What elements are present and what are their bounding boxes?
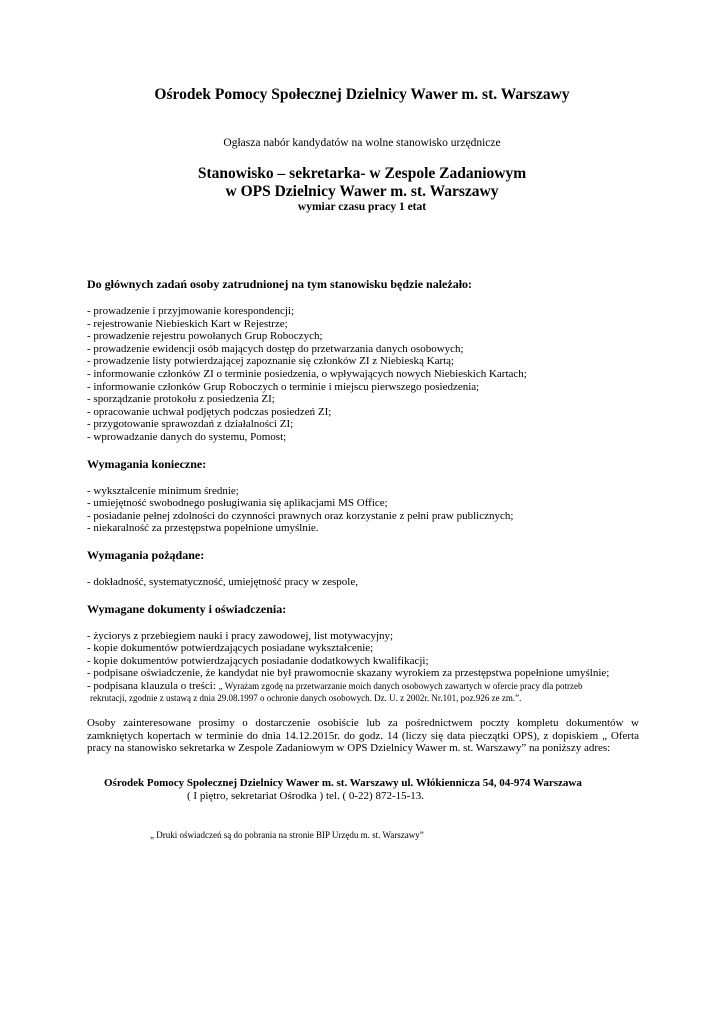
list-item: - prowadzenie ewidencji osób mających dostęp do przetwarzania danych osobowych; bbox=[87, 342, 464, 355]
list-item: - opracowanie uchwał podjętych podczas posiedzeń ZI; bbox=[87, 405, 332, 418]
list-item: - umiejętność swobodnego posługiwania się aplikacjami MS Office; bbox=[87, 497, 388, 510]
list-item: - prowadzenie listy potwierdzającej zapoznanie się członków ZI z Niebieską Kartą; bbox=[87, 355, 455, 368]
list-item: - podpisane oświadczenie, że kandydat nie był prawomocnie skazany wyrokiem za przestępstwa popełnione umyślnie; bbox=[87, 667, 610, 680]
list-item: - wprowadzanie danych do systemu, Pomost; bbox=[87, 430, 287, 443]
required-heading: Wymagania konieczne: bbox=[87, 456, 207, 471]
consent-prefix: - podpisana klauzula o treści: bbox=[87, 679, 219, 692]
consent-text-line1: „ Wyrażam zgodę na przetwarzanie moich danych osobowych zawartych w ofercie pracy dla potrzeb bbox=[218, 680, 583, 691]
main-content bbox=[87, 276, 639, 755]
list-item: - informowanie członków Grup Roboczych o terminie i miejscu pierwszego posiedzenia; bbox=[87, 380, 480, 393]
required-list bbox=[87, 485, 639, 535]
documents-list bbox=[87, 630, 639, 706]
list-item: - sporządzanie protokołu z posiedzenia ZI; bbox=[87, 393, 275, 406]
position-title-line1: Stanowisko – sekretarka- w Zespole Zadaniowym bbox=[197, 165, 527, 182]
duties-heading: Do głównych zadań osoby zatrudnionej na tym stanowisku będzie należało: bbox=[87, 277, 473, 291]
list-item: - niekaralność za przestępstwa popełnione umyślnie. bbox=[87, 522, 319, 535]
workload-text: wymiar czasu pracy 1 etat bbox=[297, 201, 427, 213]
announcement-text: Ogłasza nabór kandydatów na wolne stanowisko urzędnicze bbox=[223, 137, 501, 149]
list-item: - rejestrowanie Niebieskich Kart w Rejestrze; bbox=[87, 317, 288, 330]
list-item: - informowanie członków ZI o terminie posiedzenia, o wpływających nowych Niebieskich Kartach; bbox=[87, 367, 527, 380]
list-item: - kopie dokumentów potwierdzających posiadane wykształcenie; bbox=[87, 642, 374, 655]
list-item: - wykształcenie minimum średnie; bbox=[87, 484, 239, 497]
duties-list bbox=[87, 305, 639, 444]
consent-clause-item bbox=[87, 680, 639, 693]
list-item: - życiorys z przebiegiem nauki i pracy zawodowej, list motywacyjny; bbox=[87, 629, 394, 642]
list-item: - dokładność, systematyczność, umiejętność pracy w zespole, bbox=[87, 575, 358, 588]
consent-text-line2: rekrutacji, zgodnie z ustawą z dnia 29.08.1997 o ochronie danych osobowych. Dz. U. z 2002r. Nr.101, poz.926 ze zm.”. bbox=[90, 693, 522, 704]
list-item: - przygotowanie sprawozdań z działalności ZI; bbox=[87, 418, 294, 431]
organization-title: Ośrodek Pomocy Społecznej Dzielnicy Wawer m. st. Warszawy bbox=[154, 86, 570, 103]
documents-heading: Wymagane dokumenty i oświadczenia: bbox=[87, 601, 287, 616]
bip-note: „ Druki oświadczeń są do pobrania na stronie BIP Urzędu m. st. Warszawy” bbox=[150, 830, 424, 840]
preferred-heading: Wymagania pożądane: bbox=[87, 547, 205, 562]
list-item: - prowadzenie i przyjmowanie korespondencji; bbox=[87, 305, 295, 317]
office-address bbox=[0, 777, 724, 803]
list-item: - posiadanie pełnej zdolności do czynności prawnych oraz korzystanie z pełni praw publicznych; bbox=[87, 509, 514, 522]
address-line2: ( I piętro, sekretariat Ośrodka ) tel. ( 0-22) 872-15-13. bbox=[187, 790, 425, 802]
preferred-list bbox=[87, 576, 639, 589]
list-item: - prowadzenie rejestru powołanych Grup Roboczych; bbox=[87, 330, 323, 343]
list-item: - kopie dokumentów potwierdzających posiadanie dodatkowych kwalifikacji; bbox=[87, 654, 429, 667]
position-title bbox=[0, 165, 724, 201]
position-title-line2: w OPS Dzielnicy Wawer m. st. Warszawy bbox=[225, 183, 499, 200]
address-line1: Ośrodek Pomocy Społecznej Dzielnicy Wawer m. st. Warszawy ul. Włókiennicza 54, 04-974 Warszawa bbox=[104, 777, 582, 789]
submission-paragraph: Osoby zainteresowane prosimy o dostarczenie osobiście lub za pośrednictwem poczty kompletu dokumentów w zamkniętych kopertach w terminie do dnia 14.12.2015r. do godz. 14 (liczy się data pieczątki OPS), z dopiskiem „ Oferta pracy na stanowisko sekretarka w Zespole Zadaniowym w OPS Dzielnicy Wawer m. st. Warszawy” na poniższy adres: bbox=[87, 717, 639, 755]
